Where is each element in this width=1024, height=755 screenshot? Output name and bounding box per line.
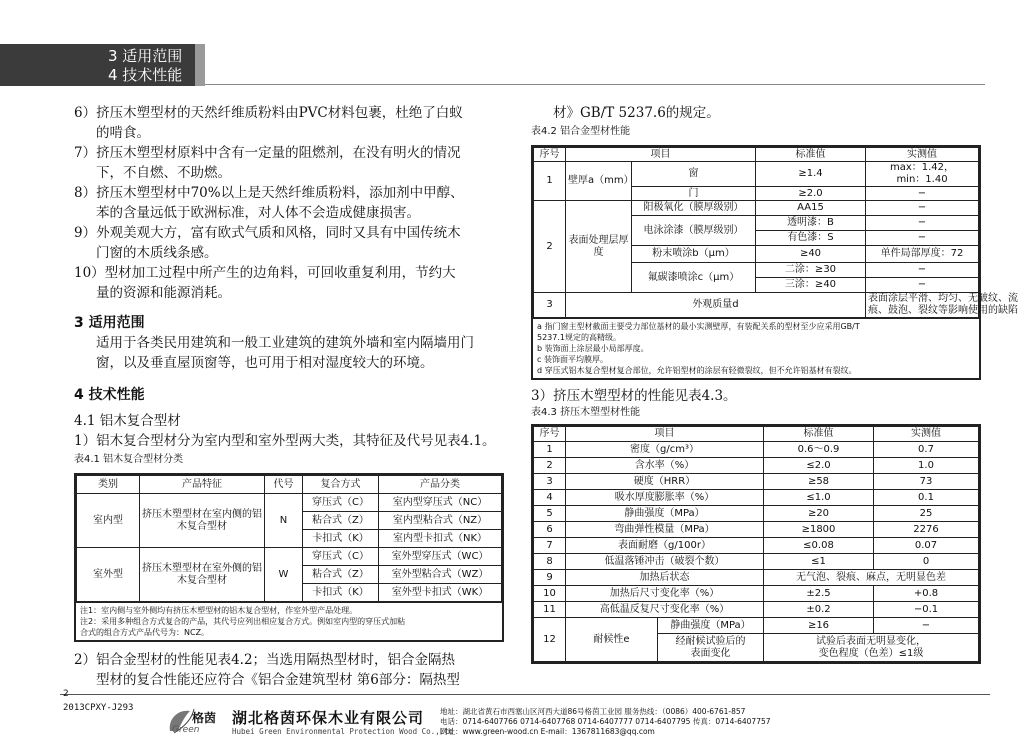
para-4-2-cont: 材》GB/T 5237.6的规定。: [553, 105, 720, 121]
feature-item-9: [74, 223, 504, 263]
t41-header: 产品特征: [140, 476, 265, 494]
right-column: [531, 103, 1018, 664]
t43-cell: ≤1: [764, 554, 874, 570]
t41-cell: 卡扣式（K）: [303, 584, 379, 602]
t43-cell: ≥20: [764, 506, 874, 522]
t43-cell: 73: [874, 474, 979, 490]
feature-9-line1: 9）外观美观大方，富有欧式气质和风格，同时又具有中国传统木: [74, 225, 461, 241]
t43-cell: 含水率（%）: [566, 458, 764, 474]
t41-cell: 室内型粘合式（NZ）: [379, 512, 502, 530]
contact-web: 网址：www.green-wood.cn E-mail：1367811683@qq.com: [440, 727, 655, 736]
t41-header: 类别: [77, 476, 140, 494]
t41-cell: 粘合式（Z）: [303, 512, 379, 530]
section-3-title: 3 适用范围: [74, 315, 145, 331]
t43-cell: 0: [874, 554, 979, 570]
t43-cell: 0.07: [874, 538, 979, 554]
t43-cell: 12: [534, 618, 566, 662]
para-4-3: 3）挤压木塑型材的性能见表4.3。: [531, 388, 737, 404]
t42-cell: −: [866, 216, 979, 231]
t42-cell: 表面处理层厚度: [566, 201, 632, 293]
section-3-line2: 窗，以及垂直屋顶窗等，也可用于相对湿度较大的环境。: [96, 355, 434, 371]
t41-cell: 室内型卡扣式（NK）: [379, 530, 502, 548]
t43-row: [534, 442, 979, 458]
t43-cell: 低温落锤冲击（破裂个数）: [566, 554, 764, 570]
t41-cell: 粘合式（Z）: [303, 566, 379, 584]
logo-english: Green: [172, 725, 200, 735]
t43-cell: 6: [534, 522, 566, 538]
t43-measured-line: 试验后表面无明显变化，: [816, 635, 926, 647]
t41-cell: W: [265, 548, 303, 602]
t43-measured-line: 变色程度（色差）≤1级: [818, 647, 924, 659]
header-line-1: 3 适用范围: [108, 47, 183, 65]
t43-row: [534, 586, 979, 602]
t43-cell: ±0.2: [764, 602, 874, 618]
company-name: 湖北格茵环保木业有限公司: [232, 709, 425, 727]
t42-cell: 二涂：≥30: [756, 263, 866, 278]
t42-cell: 壁厚a（mm）: [566, 162, 632, 201]
section-header: [0, 44, 195, 86]
t43-row: [534, 474, 979, 490]
t42-cell: 透明漆：B: [756, 216, 866, 231]
t43-cell: ≤0.08: [764, 538, 874, 554]
section-3-line1: 适用于各类民用建筑和一般工业建筑的建筑外墙和室内隔墙用门: [96, 335, 474, 351]
t43-header: 序号: [534, 427, 566, 442]
t41-header: 代号: [265, 476, 303, 494]
t41-cell: 穿压式（C）: [303, 548, 379, 566]
header-line-2: 4 技术性能: [108, 66, 183, 84]
t41-cell: 挤压木塑型材在室内侧的铝木复合型材: [140, 494, 265, 548]
t43-cell: 硬度（HRR）: [566, 474, 764, 490]
t43-row: [534, 490, 979, 506]
t42-cell: −: [866, 187, 979, 201]
t43-cell: 耐候性e: [566, 618, 658, 662]
t43-cell: ≥1800: [764, 522, 874, 538]
t42-cell: −: [866, 263, 979, 278]
t42-cell: −: [866, 231, 979, 246]
t42-cell: 有色漆：S: [756, 231, 866, 246]
t43-cell: ≤1.0: [764, 490, 874, 506]
t41-note: 注2：采用多种组合方式复合的产品，其代号应列出相应复合方式。例如室内型的穿压式加粘: [80, 617, 406, 626]
t43-cell: +0.8: [874, 586, 979, 602]
t42-measured-line: 表面涂层平滑、均匀、无皱纹、流: [868, 293, 1018, 304]
t42-cell: 3: [534, 293, 566, 318]
feature-7-line2: 下，不自燃、不助燃。: [96, 165, 231, 181]
t41-cell: 挤压木塑型材在室外侧的铝木复合型材: [140, 548, 265, 602]
t42-cell: −: [866, 201, 979, 216]
t42-measured-line: 痕、鼓泡、裂纹等影响使用的缺陷: [868, 305, 1018, 316]
t42-cell: [866, 293, 1018, 318]
t41-cell: 室外型穿压式（WC）: [379, 548, 502, 566]
t43-row: [534, 554, 979, 570]
t42-note: d 穿压式铝木复合型材复合部位，允许铝型材的涂层有轻微裂纹，但不允许铝基材有裂纹。: [537, 366, 857, 375]
t43-cell: 0.7: [874, 442, 979, 458]
t42-cell: 阳极氧化（膜厚级别）: [632, 201, 756, 216]
feature-9-line2: 门窗的木质线条感。: [96, 245, 218, 261]
t43-cell: 1.0: [874, 458, 979, 474]
table-4-2: [531, 145, 1018, 319]
t42-note: c 装饰面平均膜厚。: [537, 355, 608, 364]
t42-measured-line: min：1.40: [896, 174, 948, 185]
feature-item-6: [74, 103, 504, 143]
t42-cell: ≥1.4: [756, 162, 866, 187]
feature-6-line1: 6）挤压木塑型材的天然纤维质粉料由PVC材料包裹，杜绝了白蚁: [74, 105, 463, 121]
t43-cell: [658, 634, 764, 662]
t43-row: [534, 570, 979, 586]
t42-cell: 粉末喷涂b（μm）: [632, 246, 756, 263]
table-4-3-caption: 表4.3 挤压木塑型材性能: [531, 407, 641, 418]
t41-cell: N: [265, 494, 303, 548]
t43-cell: 高低温反复尺寸变化率（%）: [566, 602, 764, 618]
t43-cell: −0.1: [874, 602, 979, 618]
t43-cell: 9: [534, 570, 566, 586]
header-tail: [195, 44, 205, 86]
section-4-title: 4 技术性能: [74, 387, 145, 403]
t43-cell: −: [874, 618, 979, 634]
t42-note: 5237.1规定的高精级。: [537, 333, 621, 342]
doc-code: 2013CPXY-J293: [63, 703, 134, 713]
t43-cell: 10: [534, 586, 566, 602]
t42-cell: ≥40: [756, 246, 866, 263]
t43-cell: 7: [534, 538, 566, 554]
t43-cell: 弯曲弹性模量（MPa）: [566, 522, 764, 538]
feature-10-line2: 量的资源和能源消耗。: [96, 285, 231, 301]
t42-cell: AA15: [756, 201, 866, 216]
t43-cell: 8: [534, 554, 566, 570]
contact-address: 地址：湖北省黄石市西塞山区河西大道86号格茵工业园 服务热线：（0086）400-6761-857: [440, 707, 746, 716]
t42-header: 项目: [566, 148, 756, 162]
t43-row: [534, 538, 979, 554]
t43-cell: 0.6～0.9: [764, 442, 874, 458]
contact-phone: 电话：0714-6407766 0714-6407768 0714-6407777 0714-6407795 传真：0714-6407757: [440, 717, 771, 726]
t41-cell: 穿压式（C）: [303, 494, 379, 512]
t43-cell: 3: [534, 474, 566, 490]
para-4-1: 1）铝木复合型材分为室内型和室外型两大类，其特征及代号见表4.1。: [74, 433, 496, 449]
para-4-2-line2: 型材的复合性能还应符合《铝合金建筑型材 第6部分：隔热型: [96, 672, 460, 688]
table-4-3: [531, 424, 981, 664]
table-4-2-caption: 表4.2 铝合金型材性能: [531, 126, 631, 137]
table-4-1: [74, 473, 504, 642]
feature-10-line1: 10）型材加工过程中所产生的边角料，可回收重复利用，节约大: [74, 265, 456, 281]
t41-cell: 卡扣式（K）: [303, 530, 379, 548]
t43-row: [534, 602, 979, 618]
footer-rule: [60, 694, 990, 695]
t43-cell: 2: [534, 458, 566, 474]
t43-cell: 加热后状态: [566, 570, 764, 586]
t41-cell: 室外型: [77, 548, 140, 602]
subsection-4-1: 4.1 铝木复合型材: [74, 413, 181, 429]
t43-cell: 表面耐磨（g/100r）: [566, 538, 764, 554]
t43-cell: ≤2.0: [764, 458, 874, 474]
t43-cell: ≥16: [764, 618, 874, 634]
table-4-1-caption: 表4.1 铝木复合型材分类: [74, 454, 184, 465]
t43-header: 项目: [566, 427, 764, 442]
t41-header: 产品分类: [379, 476, 502, 494]
feature-item-7: [74, 143, 504, 183]
t42-measured-line: max：1.42，: [889, 162, 955, 173]
t42-note: b 装饰面上涂层最小局部厚度。: [537, 344, 649, 353]
t43-cell: 密度（g/cm³）: [566, 442, 764, 458]
t43-header: 实测值: [874, 427, 979, 442]
t43-cell: 2276: [874, 522, 979, 538]
t43-row: [534, 522, 979, 538]
para-4-2-line1: 2）铝合金型材的性能见表4.2；当选用隔热型材时，铝合金隔热: [74, 652, 456, 668]
contact-info: [440, 707, 771, 737]
t41-cell: 室外型卡扣式（WK）: [379, 584, 502, 602]
t42-cell: 1: [534, 162, 566, 201]
t42-cell: 窗: [632, 162, 756, 187]
t42-cell: 外观质量d: [566, 293, 866, 318]
t41-note: 注1：室内侧与室外侧均有挤压木塑型材的铝木复合型材，作室外型产品处理。: [80, 606, 358, 615]
t43-cell: ±2.5: [764, 586, 874, 602]
t42-cell: [866, 162, 979, 187]
t42-note: a 指门窗主型材截面主要受力部位基材的最小实测壁厚，有装配关系的型材至少应采用GB/T: [537, 322, 860, 331]
t41-cell: 室内型: [77, 494, 140, 548]
page-number: 2: [63, 689, 69, 699]
t42-header: 实测值: [866, 148, 979, 162]
table-4-1-notes: [76, 602, 502, 640]
feature-6-line2: 的啃食。: [96, 125, 150, 141]
t42-cell: ≥2.0: [756, 187, 866, 201]
t43-cell: 静曲强度（MPa）: [658, 618, 764, 634]
t43-row: [534, 458, 979, 474]
feature-7-line1: 7）挤压木塑型材原料中含有一定量的阻燃剂，在没有明火的情况: [74, 145, 461, 161]
t43-sub-line: 表面变化: [690, 647, 731, 659]
t42-header: 序号: [534, 148, 566, 162]
t43-sub-line: 经耐候试验后的: [675, 635, 746, 647]
t43-cell: 11: [534, 602, 566, 618]
table-4-2-notes: [531, 319, 981, 380]
t43-cell: [764, 634, 979, 662]
t42-cell: 三涂：≥40: [756, 278, 866, 293]
t41-note: 合式的组合方式产品代号为：NCZ。: [80, 628, 210, 637]
feature-item-10: [74, 263, 504, 303]
header-rule: [205, 84, 985, 85]
t42-cell: 氟碳漆喷涂c（μm）: [632, 263, 756, 293]
t42-cell: 门: [632, 187, 756, 201]
feature-8-line2: 苯的含量远低于欧洲标准，对人体不会造成健康损害。: [96, 205, 420, 221]
t43-cell: 静曲强度（MPa）: [566, 506, 764, 522]
t43-cell: 0.1: [874, 490, 979, 506]
t43-cell: 1: [534, 442, 566, 458]
t43-header: 标准值: [764, 427, 874, 442]
t43-cell: 25: [874, 506, 979, 522]
t41-header: 复合方式: [303, 476, 379, 494]
t42-cell: 电泳涂漆（膜厚级别）: [632, 216, 756, 246]
t43-row: [534, 506, 979, 522]
t42-cell: 单件局部厚度：72: [866, 246, 979, 263]
t43-cell: 4: [534, 490, 566, 506]
t43-cell: 吸水厚度膨胀率（%）: [566, 490, 764, 506]
t43-cell: 无气泡、裂痕、麻点，无明显色差: [764, 570, 979, 586]
t43-cell: 5: [534, 506, 566, 522]
logo-chinese: 格茵: [192, 711, 217, 725]
left-column: [74, 103, 504, 690]
t41-cell: 室外型粘合式（WZ）: [379, 566, 502, 584]
t42-header: 标准值: [756, 148, 866, 162]
t43-cell: ≥58: [764, 474, 874, 490]
t41-cell: 室内型穿压式（NC）: [379, 494, 502, 512]
company-name-en: Hubei Green Environmental Protection Wood Co.,Ltd: [232, 727, 454, 736]
feature-8-line1: 8）挤压木塑型材中70%以上是天然纤维质粉料，添加剂中甲醇、: [74, 185, 464, 201]
t42-cell: −: [866, 278, 979, 293]
feature-item-8: [74, 183, 504, 223]
t42-cell: 2: [534, 201, 566, 293]
t43-cell: 加热后尺寸变化率（%）: [566, 586, 764, 602]
